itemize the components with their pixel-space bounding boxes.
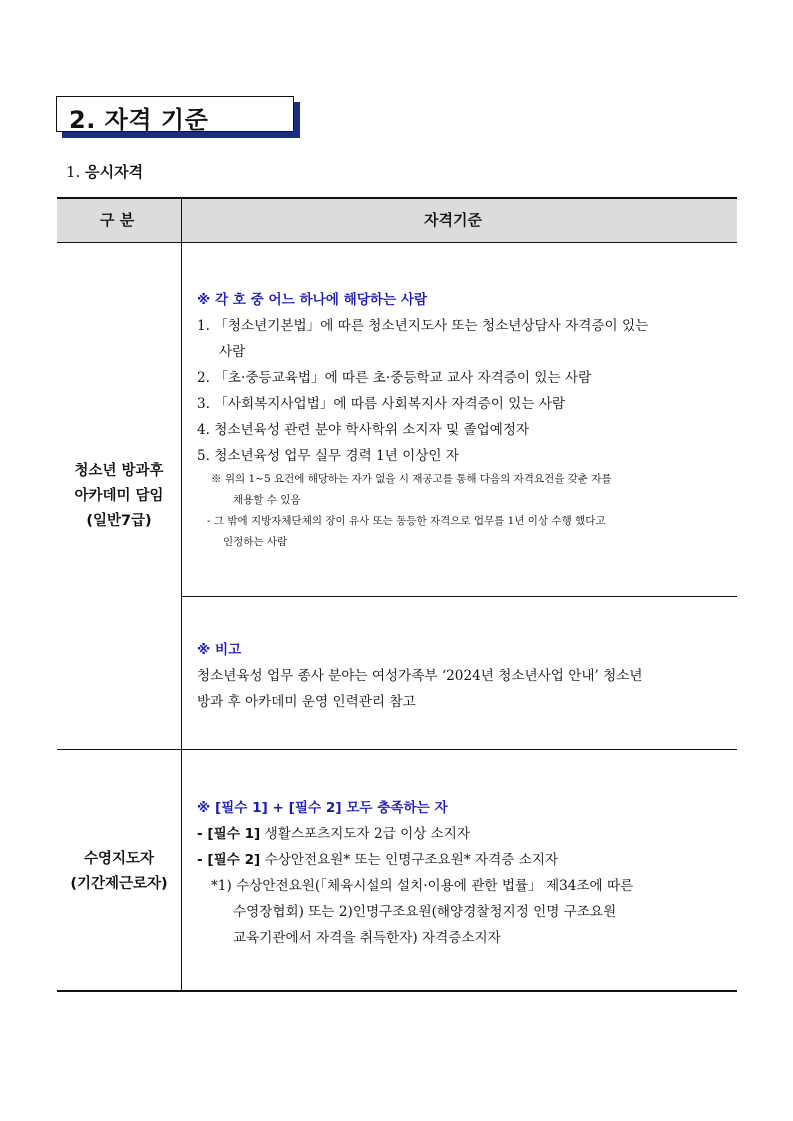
footnote-line: 수영장협회) 또는 2)인명구조요원(해양경찰청지정 인명 구조요원 xyxy=(233,904,617,920)
row-label-academy xyxy=(57,459,181,534)
requirement-1 xyxy=(197,821,727,847)
criteria-notes xyxy=(197,469,727,553)
header-divider xyxy=(57,242,737,243)
requirement-2 xyxy=(197,847,727,873)
footnote-line: *1) 수상안전요원(「체육시설의 설치·이용에 관한 법률」 제34조에 따른 xyxy=(211,878,634,894)
note-line: - 그 밖에 지방자체단체의 장이 유사 또는 동등한 자격으로 업무를 1년 이상 수행 했다고 xyxy=(207,515,606,527)
swim-criteria xyxy=(197,795,727,951)
subsection-number: 1. xyxy=(66,163,81,181)
footnote-line: 교육기관에서 자격을 취득한자) 자격증소지자 xyxy=(233,930,501,946)
criteria-item: 1. 「청소년기본법」에 따른 청소년지도사 또는 청소년상담사 자격증이 있는 xyxy=(197,318,649,334)
remark-heading: ※ 비고 xyxy=(197,642,242,658)
criteria-item: 2. 「초·중등교육법」에 따른 초·중등학교 교사 자격증이 있는 사람 xyxy=(197,370,592,386)
remark-divider xyxy=(182,596,737,597)
table-bottom-border xyxy=(57,990,737,992)
requirement-2-text: 수상안전요원* 또는 인명구조요원* 자격증 소지자 xyxy=(264,852,559,868)
criteria-item: 사람 xyxy=(219,344,246,360)
requirement-1-text: 생활스포츠지도자 2급 이상 소지자 xyxy=(264,826,471,842)
qualification-table xyxy=(57,197,737,992)
row-label-line: 아카데미 담임 xyxy=(74,488,164,504)
row-label-line: (일반7급) xyxy=(86,513,152,529)
row-label-line: 청소년 방과후 xyxy=(74,463,164,479)
requirement-1-tag: - [필수 1] xyxy=(197,826,261,842)
header-category: 구 분 xyxy=(100,211,135,229)
criteria-heading: ※ 각 호 중 어느 하나에 해당하는 사람 xyxy=(197,292,428,308)
subsection-title: 응시자격 xyxy=(85,163,144,181)
table-top-border xyxy=(57,197,737,199)
remark-line: 청소년육성 업무 종사 분야는 여성가족부 ‘2024년 청소년사업 안내’ 청소년 xyxy=(197,668,643,684)
column-divider xyxy=(181,197,182,992)
section-title: 2. 자격 기준 xyxy=(69,106,209,134)
header-criteria: 자격기준 xyxy=(424,211,482,229)
table-header xyxy=(57,197,737,242)
section-title-box xyxy=(56,96,294,132)
criteria-item: 5. 청소년육성 업무 실무 경력 1년 이상인 자 xyxy=(197,448,459,464)
note-line: 채용할 수 있음 xyxy=(233,494,301,506)
swim-heading: ※ [필수 1] + [필수 2] 모두 충족하는 자 xyxy=(197,800,448,816)
row-divider xyxy=(57,749,737,750)
row-label-line: (기간제근로자) xyxy=(70,876,168,892)
academy-criteria xyxy=(197,287,727,553)
note-line: ※ 위의 1~5 요건에 해당하는 자가 없을 시 재공고를 통해 다음의 자격요건을 갖춘 자를 xyxy=(211,473,612,485)
remark-line: 방과 후 아카데미 운영 인력관리 참고 xyxy=(197,694,416,710)
criteria-item: 3. 「사회복지사업법」에 따름 사회복지사 자격증이 있는 사람 xyxy=(197,396,566,412)
row-label-swim xyxy=(57,847,181,897)
criteria-item: 4. 청소년육성 관련 분야 학사학위 소지자 및 졸업예정자 xyxy=(197,422,530,438)
requirement-2-tag: - [필수 2] xyxy=(197,852,261,868)
row-label-line: 수영지도자 xyxy=(83,851,155,867)
note-line: 인정하는 사람 xyxy=(223,536,288,548)
academy-remark xyxy=(197,637,727,715)
subsection-heading xyxy=(66,161,143,182)
